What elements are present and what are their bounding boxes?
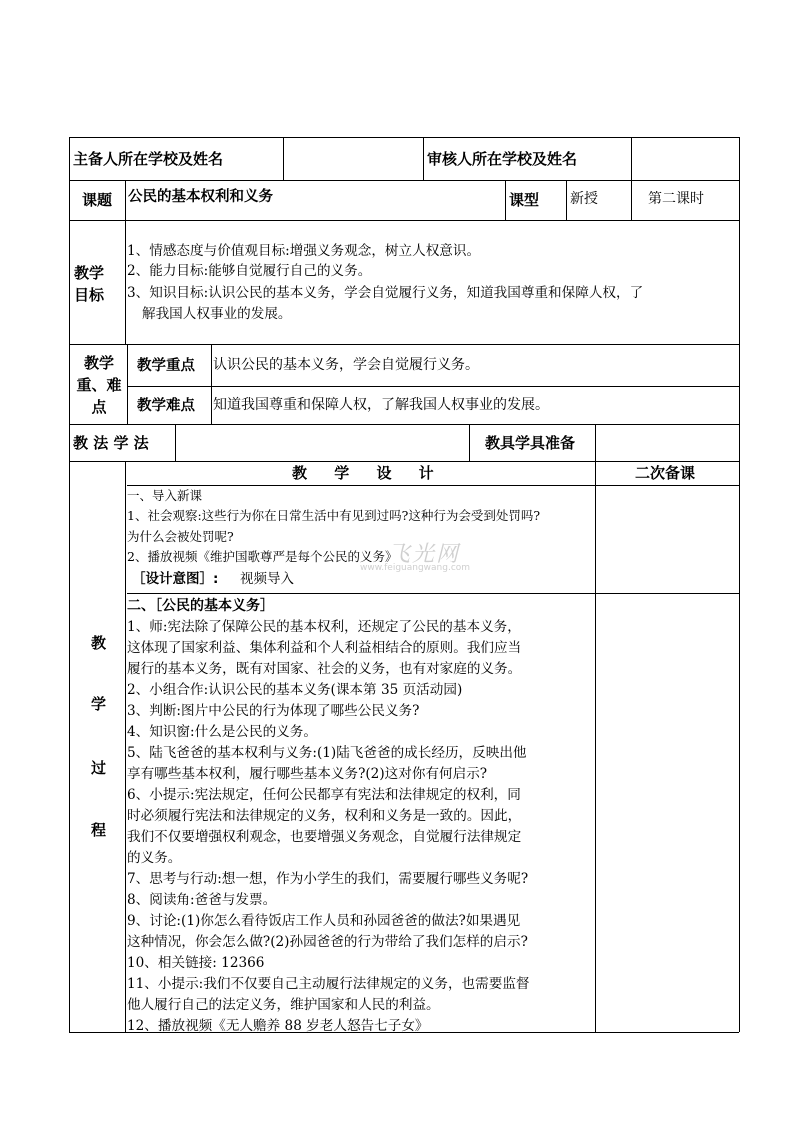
col-divider [595,424,596,461]
row-divider [69,220,739,221]
obligations-line: 5、陆飞爸爸的基本权利与义务:(1)陆飞爸爸的成长经历，反映出他 [127,745,527,761]
intro-line: 一、导入新课 [127,488,203,503]
design-title: 教 学 设 计 [292,464,434,482]
process-label-char: 过 [91,759,107,777]
intro-line: 为什么会被处罚呢? [127,529,234,544]
process-label-char: 学 [91,695,107,713]
focus-label-line: 教学 [83,354,114,372]
obligations-heading: 二、［公民的基本义务］ [127,598,274,614]
obligations-line: 的义务。 [127,850,182,866]
table-border-top [69,137,739,138]
objective-line: 解我国人权事业的发展。 [142,306,292,322]
intro-line: 2、播放视频《维护国歌尊严是每个公民的义务》 [127,549,398,564]
objective-line: 2、能力目标:能够自觉履行自己的义务。 [127,263,372,279]
difficult-point-value: 知道我国尊重和保障人权，了解我国人权事业的发展。 [213,397,549,413]
obligations-line: 7、思考与行动:想一想，作为小学生的我们，需要履行哪些义务呢? [127,871,529,887]
col-divider [423,137,424,180]
lesson-type-label: 课型 [509,191,540,209]
intro-line: 1、社会观察:这些行为你在日常生活中有见到过吗?这种行为会受到处罚吗? [127,508,541,523]
obligations-line: 这体现了国家利益、集体利益和个人利益相结合的原则。我们应当 [127,640,522,656]
obligations-line: 3、判断:图片中公民的行为体现了哪些公民义务? [127,703,420,719]
design-intent-value: 视频导入 [240,571,294,587]
row-divider [69,180,739,181]
col-divider [127,344,128,424]
objectives-label-line: 目标 [74,286,105,304]
topic-label: 课题 [82,191,113,209]
row-divider [69,424,739,425]
col-divider [469,424,470,461]
watermark-logo-text: 飞光网 [388,542,461,567]
obligations-line: 11、小提示:我们不仅要自己主动履行法律规定的义务，也需要监督 [127,976,530,992]
obligations-line: 履行的基本义务，既有对国家、社会的义务，也有对家庭的义务。 [127,661,522,677]
obligations-line: 12、播放视频《无人赡养 88 岁老人怒告七子女》 [127,1018,429,1034]
preparer-label: 主备人所在学校及姓名 [73,150,224,168]
focus-label-line: 点 [91,398,107,416]
col-divider [631,180,632,220]
focus-label-line: 重、难 [76,376,122,394]
focus-label [74,352,124,418]
row-divider [127,386,739,387]
row-divider [127,593,739,594]
table-border-left [69,137,70,1032]
watermark-url: www.feiguangwang.com [360,563,471,573]
key-point-label: 教学重点 [137,358,195,374]
col-divider [175,424,176,461]
obligations-line: 享有哪些基本权利，履行哪些基本义务?(2)这对你有何启示? [127,766,488,782]
reviewer-label: 审核人所在学校及姓名 [427,150,578,168]
obligations-line: 他人履行自己的法定义务，维护国家和人民的利益。 [127,997,440,1013]
row-divider [127,485,739,486]
obligations-line: 6、小提示:宪法规定，任何公民都享有宪法和法律规定的权利，同 [127,787,521,803]
row-divider [69,461,739,462]
col-divider [125,180,126,344]
objective-line: 3、知识目标:认识公民的基本义务，学会自觉履行义务，知道我国尊重和保障人权，了 [127,285,644,301]
objectives-label [74,262,104,306]
row-divider [69,344,739,345]
obligations-line: 9、讨论:(1)你怎么看待饭店工作人员和孙园爸爸的做法?如果遇见 [127,913,521,929]
tools-label: 教具学具准备 [485,434,576,452]
col-divider [595,461,596,1032]
lesson-period: 第二课时 [648,191,704,207]
key-point-value: 认识公民的基本义务，学会自觉履行义务。 [213,357,479,373]
obligations-line: 时必须履行宪法和法律规定的义务，权利和义务是一致的。因此， [127,808,522,824]
obligations-line: 10、相关链接: 12366 [127,955,265,971]
obligations-line: 这种情况，你会怎么做?(2)孙园爸爸的行为带给了我们怎样的启示? [127,934,528,950]
obligations-line: 8、阅读角:爸爸与发票。 [127,892,277,908]
methods-label: 教 法 学 法 [73,434,149,452]
objective-line: 1、情感态度与价值观目标:增强义务观念，树立人权意识。 [127,243,481,259]
obligations-line: 我们不仅要增强权利观念，也要增强义务观念，自觉履行法律规定 [127,829,522,845]
difficult-point-label: 教学难点 [137,398,195,414]
objectives-label-line: 教学 [74,264,105,282]
obligations-line: 2、小组合作:认识公民的基本义务(课本第 35 页活动园) [127,682,463,698]
table-border-right [739,137,740,1032]
col-divider [283,137,284,180]
lesson-type-value: 新授 [570,191,598,207]
obligations-line: 4、知识窗:什么是公民的义务。 [127,724,317,740]
process-label-char: 程 [91,821,107,839]
col-divider [125,461,126,1032]
col-divider [631,137,632,180]
second-prep-title: 二次备课 [635,464,696,482]
design-intent-label: ［设计意图］: [132,571,219,587]
col-divider [505,180,506,220]
process-label-char: 教 [91,634,107,652]
obligations-line: 1、师:宪法除了保障公民的基本权利，还规定了公民的基本义务， [127,619,521,635]
col-divider [566,180,567,220]
topic-value: 公民的基本权利和义务 [128,189,273,205]
col-divider [211,344,212,424]
